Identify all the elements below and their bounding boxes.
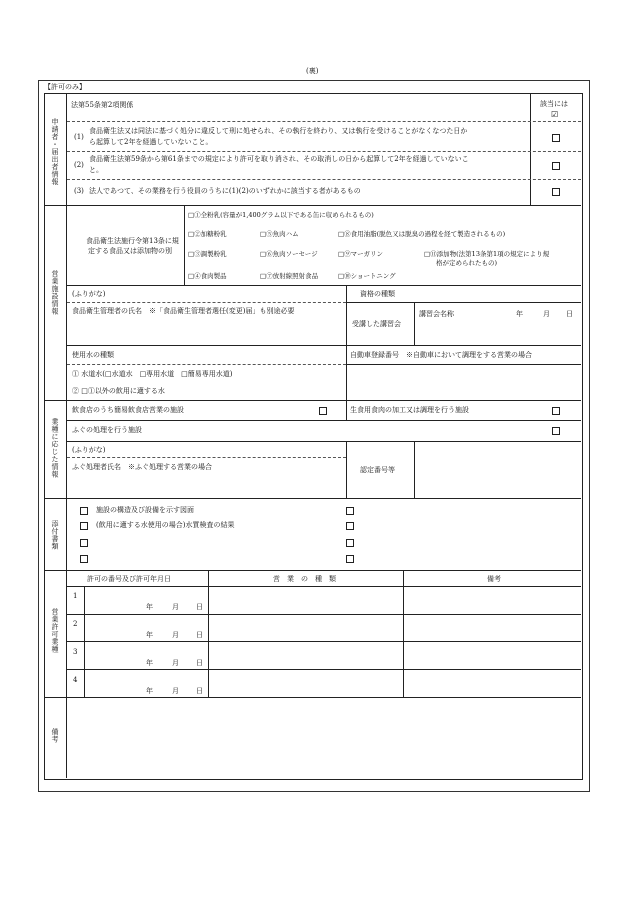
form-table <box>44 93 583 780</box>
attachment-3-checkbox[interactable] <box>80 539 88 547</box>
disqualification-3-checkbox[interactable] <box>552 188 560 196</box>
attachment-7-checkbox[interactable] <box>346 539 354 547</box>
attachment-1-label: 施設の構造及び設備を示す図面 <box>96 506 194 514</box>
additive-option-8[interactable]: □⑧食用油脂(脱色又は脱臭の過程を経て製造されるもの) <box>338 230 506 238</box>
disqualification-item-3: 法人であつて、その業務を行う役員のうちに(1)(2)のいずれかに該当する者があるもの <box>89 187 361 195</box>
permit-col-business-type: 営 業 の 種 類 <box>273 575 336 583</box>
fugu-furigana-label: (ふりがな) <box>72 446 106 454</box>
disqualification-item-2: 食品衛生法第59条から第61条までの規定により許可を取り消され、その取消しの日から起算して2年を経過していないこ <box>89 155 469 163</box>
facility-side-label: 営業施設情報 <box>51 270 59 315</box>
additive-option-7[interactable]: □⑦放射線照射食品 <box>260 272 319 280</box>
additive-option-3[interactable]: □③調製粉乳 <box>188 250 227 258</box>
additive-option-1[interactable]: □①全粉乳(容量が1,400グラム以下である缶に収められるもの) <box>188 211 374 219</box>
simple-restaurant-checkbox[interactable] <box>319 407 327 415</box>
attachment-5-checkbox[interactable] <box>346 507 354 515</box>
attachments-side-label: 添付書類 <box>51 520 59 550</box>
additive-option-4[interactable]: □④食肉製品 <box>188 272 227 280</box>
attachment-2-checkbox[interactable] <box>80 522 88 530</box>
water-type-label: 使用水の種類 <box>72 351 114 359</box>
permit-col-remarks: 備考 <box>487 575 501 583</box>
side-column-divider <box>66 94 67 778</box>
additive-option-9[interactable]: □⑨マーガリン <box>338 250 384 258</box>
manager-furigana-label: (ふりがな) <box>72 290 106 298</box>
water-option-2[interactable]: ② □①以外の飲用に適する水 <box>72 387 165 395</box>
attachment-1-checkbox[interactable] <box>80 507 88 515</box>
fugu-facility-checkbox[interactable] <box>552 427 560 435</box>
check-header: 該当には <box>540 100 568 108</box>
additive-option-11[interactable]: □⑪添加物(法第13条第1項の規定により規 <box>424 250 550 258</box>
raw-meat-checkbox[interactable] <box>552 407 560 415</box>
business-side-label: 業種に応じた情報 <box>51 418 59 478</box>
fugu-facility-label: ふぐの処理を行う施設 <box>72 426 142 434</box>
additive-option-10[interactable]: □⑩ショートニング <box>338 272 396 280</box>
fugu-handler-label: ふぐ処理者氏名 ※ふぐ処理する営業の場合 <box>72 463 212 471</box>
raw-meat-label: 生食用食肉の加工又は調理を行う施設 <box>350 406 469 414</box>
water-option-1[interactable]: ① 水道水(□水道水 □専用水道 □簡易専用水道) <box>72 370 233 378</box>
simple-restaurant-label: 飲食店のうち簡易飲食店営業の施設 <box>72 406 184 414</box>
disqualification-1-checkbox[interactable] <box>552 134 560 142</box>
page-title: (裏) <box>306 67 319 75</box>
attachment-4-checkbox[interactable] <box>80 555 88 563</box>
additive-option-5[interactable]: □⑤魚肉ハム <box>260 230 299 238</box>
applicant-header: 法第55条第2項関係 <box>71 101 134 109</box>
permit-col-number-date: 許可の番号及び許可年月日 <box>87 575 171 583</box>
manager-name-label: 食品衛生管理者の氏名 ※「食品衛生管理者選任(変更)届」も別途必要 <box>72 307 295 315</box>
certification-number-label: 認定番号等 <box>360 466 395 474</box>
check-mark-icon: ☑ <box>551 110 559 119</box>
remarks-side-label: 備考 <box>51 728 59 743</box>
frame-label: 【許可のみ】 <box>44 83 86 91</box>
course-label: 受講した講習会 <box>352 320 401 328</box>
vehicle-number-label: 自動車登録番号 ※自動車において調理をする営業の場合 <box>350 351 532 359</box>
disqualification-item-1: 食品衛生法又は同法に基づく処分に違反して刑に処せられ、その執行を終わり、又は執行を受けることがなくなつた日か <box>89 127 468 135</box>
additive-option-6[interactable]: □⑥魚肉ソーセージ <box>260 250 318 258</box>
attachment-8-checkbox[interactable] <box>346 555 354 563</box>
qualification-label: 資格の種類 <box>360 290 395 298</box>
course-name-label: 講習会名称 <box>419 310 454 318</box>
disqualification-2-checkbox[interactable] <box>552 162 560 170</box>
permits-side-label: 営業許可業種 <box>51 608 59 653</box>
additive-option-2[interactable]: □②加糖粉乳 <box>188 230 227 238</box>
applicant-side-label: 申請者・届出者情報 <box>51 118 59 186</box>
attachment-6-checkbox[interactable] <box>346 522 354 530</box>
attachment-2-label: (飲用に適する水使用の場合)水質検査の結果 <box>96 521 235 529</box>
additive-label: 食品衛生法施行令第13条に規 <box>86 237 179 245</box>
